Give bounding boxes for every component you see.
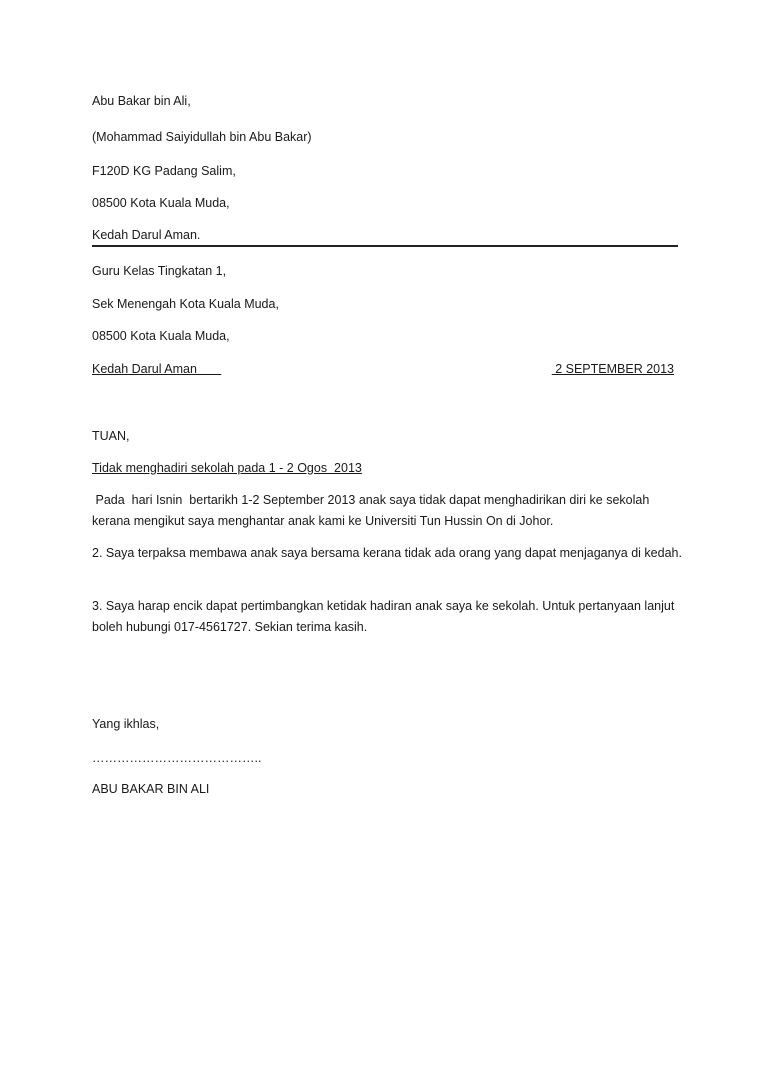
paragraph-2: 2. Saya terpaksa membawa anak saya bersama kerana tidak ada orang yang dapat menjaganya di kedah. <box>92 546 682 560</box>
letter-date: 2 SEPTEMBER 2013 <box>551 362 674 376</box>
signatory-name: ABU BAKAR BIN ALI <box>92 782 210 796</box>
recipient-address: 08500 Kota Kuala Muda, <box>92 329 230 343</box>
salutation: TUAN, <box>92 429 130 443</box>
sender-address-line-1: F120D KG Padang Salim, <box>92 164 236 178</box>
header-divider <box>92 245 678 247</box>
paragraph-1: Pada hari Isnin bertarikh 1-2 September 2013 anak saya tidak dapat menghadirikan diri ke sekolah kerana mengikut saya menghantar anak kami ke Universiti Tun Hussin On di Johor. <box>92 493 653 528</box>
sender-name: Abu Bakar bin Ali, <box>92 94 191 108</box>
signature-line: ………………………………….. <box>92 751 262 765</box>
sender-address-line-2: 08500 Kota Kuala Muda, <box>92 196 230 210</box>
recipient-state: Kedah Darul Aman <box>92 362 222 376</box>
recipient-title: Guru Kelas Tingkatan 1, <box>92 264 227 278</box>
letter-subject: Tidak menghadiri sekolah pada 1 - 2 Ogos 2013 <box>92 461 362 475</box>
recipient-school: Sek Menengah Kota Kuala Muda, <box>92 297 279 311</box>
sender-state: Kedah Darul Aman. <box>92 228 201 242</box>
closing: Yang ikhlas, <box>92 717 160 731</box>
paragraph-3: 3. Saya harap encik dapat pertimbangkan ketidak hadiran anak saya ke sekolah. Untuk pertanyaan lanjut boleh hubungi 017-4561727. Sekian terima kasih. <box>92 599 675 634</box>
sender-child-name: (Mohammad Saiyidullah bin Abu Bakar) <box>92 130 312 144</box>
